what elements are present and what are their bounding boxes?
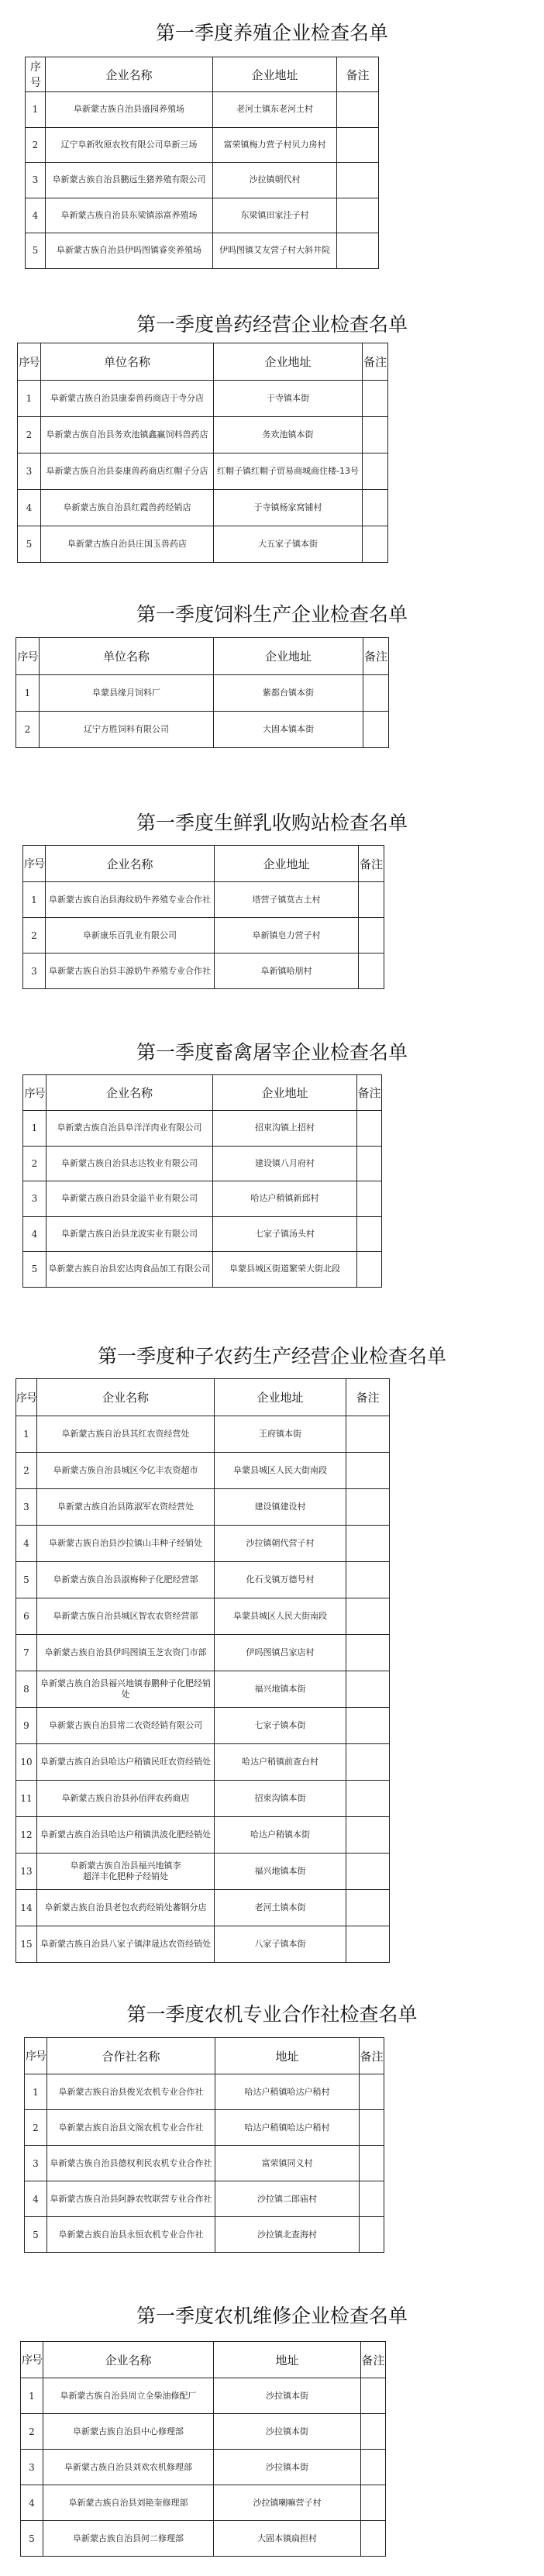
cell-seq: 3: [23, 953, 46, 989]
cell-address: 七家子镇汤头村: [213, 1216, 357, 1252]
cell-name: 阜新蒙古族自治县宏达肉食品加工有限公司: [46, 1252, 213, 1288]
column-header-remark: 备注: [359, 846, 384, 882]
column-header-address: 企业地址: [215, 846, 359, 882]
table-row: [21, 2450, 386, 2485]
section-title: 第一季度种子农药生产经营企业检查名单: [97, 1345, 446, 1367]
cell-remark: [346, 1489, 390, 1526]
inspection-table: [15, 637, 389, 748]
table-row: [25, 2110, 384, 2146]
cell-name: 阜新蒙古族自治县红霞兽药经销店: [41, 490, 214, 526]
cell-address: 塔营子镇莫古土村: [215, 882, 359, 918]
column-header-remark: 备注: [346, 1379, 390, 1416]
inspection-table: [24, 2037, 384, 2253]
cell-seq: 5: [23, 1252, 46, 1288]
column-header-name: 企业名称: [37, 1379, 215, 1416]
cell-seq: 14: [16, 1890, 37, 1926]
cell-name: 阜新蒙古族自治县老包农药经销处蕃钢分店: [37, 1890, 215, 1926]
cell-name: 阜新蒙古族自治县沙拉镇山丰种子经销处: [37, 1526, 215, 1562]
table-row: [26, 233, 379, 269]
cell-remark: [346, 1708, 390, 1744]
cell-seq: 3: [18, 453, 41, 490]
cell-seq: 2: [16, 712, 40, 748]
cell-remark: [363, 675, 389, 712]
table-row: [16, 1598, 390, 1635]
table-row: [16, 1744, 390, 1781]
column-header-seq: 序号: [23, 846, 46, 882]
cell-address: 红帽子镇红帽子贸易商城商住楼-13号: [214, 453, 363, 490]
cell-seq: 1: [23, 882, 46, 918]
cell-seq: 8: [16, 1671, 37, 1708]
inspection-table: [20, 2341, 386, 2557]
column-header-address: 企业地址: [214, 638, 363, 675]
table-row: [23, 1216, 382, 1252]
cell-seq: 1: [16, 1416, 37, 1453]
cell-name: 阜新蒙古族自治县永恒农机专业合作社: [47, 2217, 215, 2253]
cell-remark: [363, 381, 388, 417]
cell-seq: 3: [16, 1489, 37, 1526]
cell-remark: [363, 712, 389, 748]
column-header-remark: 备注: [363, 638, 389, 675]
table-row: [16, 675, 389, 712]
cell-address: 沙拉镇朝代村: [213, 163, 337, 198]
cell-remark: [346, 1926, 390, 1963]
cell-name: 阜新蒙古族自治县陈淑军农资经营处: [37, 1489, 215, 1526]
column-header-name: 企业名称: [43, 2342, 214, 2378]
inspection-table: [22, 1074, 382, 1288]
cell-remark: [363, 490, 388, 526]
cell-name: 阜新蒙古族自治县德权利民农机专业合作社: [47, 2146, 215, 2181]
cell-seq: 4: [21, 2485, 43, 2521]
cell-address: 招束沟镇本街: [215, 1781, 346, 1817]
cell-name: 阜蒙县缘月饲料厂: [40, 675, 214, 712]
table-row: [16, 1562, 390, 1598]
cell-address: 阜新镇哈朋村: [215, 953, 359, 989]
cell-address: 老河土镇东老河土村: [213, 92, 337, 128]
table-row: [26, 127, 379, 163]
cell-remark: [337, 127, 379, 163]
cell-address: 东梁镇田家洼子村: [213, 198, 337, 233]
cell-remark: [357, 1146, 382, 1181]
column-header-address: 地址: [214, 2342, 361, 2378]
cell-address: 富荣镇梅力营子村贝力房村: [213, 127, 337, 163]
table-row: [16, 1890, 390, 1926]
column-header-address: 企业地址: [213, 57, 337, 92]
table-row: [16, 1671, 390, 1708]
table-row: [16, 1817, 390, 1854]
cell-address: 于寺镇杨家窝铺村: [214, 490, 363, 526]
cell-name: 阜新蒙古族自治县城区今亿丰农资超市: [37, 1453, 215, 1489]
cell-seq: 3: [26, 163, 46, 198]
cell-address: 沙拉镇朝代营子村: [215, 1526, 346, 1562]
table-header-row: [18, 343, 388, 381]
cell-address: 沙拉镇本街: [214, 2378, 361, 2414]
table-row: [26, 198, 379, 233]
cell-name: 辽宁阜新牧原农牧有限公司阜新三场: [46, 127, 213, 163]
cell-name: 阜新蒙古族自治县务欢池镇鑫赢饲料兽药店: [41, 417, 214, 453]
cell-remark: [360, 2181, 384, 2217]
cell-remark: [357, 1216, 382, 1252]
cell-remark: [346, 1416, 390, 1453]
cell-remark: [346, 1562, 390, 1598]
cell-remark: [359, 882, 384, 918]
cell-name: 阜新蒙古族自治县文阁农机专业合作社: [47, 2110, 215, 2146]
cell-remark: [359, 953, 384, 989]
cell-name: 阜新蒙古族自治县俊光农机专业合作社: [47, 2074, 215, 2110]
cell-address: 哈达户稍镇前查台村: [215, 1744, 346, 1781]
cell-address: 哈达户稍镇哈达户稍村: [215, 2110, 360, 2146]
cell-name: 阜新蒙古族自治县伊吗图镇玉芝农资门市部: [37, 1635, 215, 1671]
table-row: [16, 1926, 390, 1963]
table-row: [23, 1181, 382, 1217]
cell-name: 阜新蒙古族自治县海纹奶牛养殖专业合作社: [46, 882, 215, 918]
table-header-row: [16, 1379, 390, 1416]
cell-name: 阜新康乐百乳业有限公司: [46, 918, 215, 953]
cell-name: 阜新蒙古族自治县金溢羊业有限公司: [46, 1181, 213, 1217]
table-row: [21, 2378, 386, 2414]
cell-remark: [346, 1671, 390, 1708]
cell-seq: 4: [26, 198, 46, 233]
inspection-table: [22, 845, 384, 989]
cell-name: 阜新蒙古族自治县丰源奶牛养殖专业合作社: [46, 953, 215, 989]
cell-remark: [337, 92, 379, 128]
cell-seq: 1: [23, 1111, 46, 1147]
cell-seq: 3: [25, 2146, 47, 2181]
table-header-row: [25, 2038, 384, 2074]
column-header-address: 企业地址: [215, 1379, 346, 1416]
cell-name: 阜新蒙古族自治县志达牧业有限公司: [46, 1146, 213, 1181]
column-header-name: 单位名称: [40, 638, 214, 675]
cell-remark: [361, 2485, 386, 2521]
cell-seq: 1: [25, 2074, 47, 2110]
table-row: [25, 2217, 384, 2253]
cell-seq: 2: [25, 2110, 47, 2146]
column-header-address: 企业地址: [214, 343, 363, 381]
table-row: [18, 417, 388, 453]
section-title: 第一季度养殖企业检查名单: [155, 22, 388, 44]
cell-seq: 5: [25, 2217, 47, 2253]
section-title: 第一季度畜禽屠宰企业检查名单: [136, 1041, 408, 1064]
column-header-address: 地址: [215, 2038, 360, 2074]
table-row: [18, 381, 388, 417]
cell-address: 哈达户稍镇新邱村: [213, 1181, 357, 1217]
cell-remark: [357, 1181, 382, 1217]
cell-name: 阜新蒙古族自治县刘艳奎修理部: [43, 2485, 214, 2521]
cell-name: 阜新蒙古族自治县福兴地镇春鹏种子化肥经销处: [37, 1671, 215, 1708]
cell-remark: [346, 1854, 390, 1890]
cell-name: 阜新蒙古族自治县庄国玉兽药店: [41, 526, 214, 563]
cell-name: 阜新蒙古族自治县其红农资经营处: [37, 1416, 215, 1453]
cell-address: 阜新镇皂力营子村: [215, 918, 359, 953]
cell-remark: [337, 163, 379, 198]
table-row: [23, 918, 384, 953]
cell-remark: [360, 2217, 384, 2253]
cell-seq: 10: [16, 1744, 37, 1781]
table-header-row: [23, 846, 384, 882]
column-header-name: 企业名称: [46, 57, 213, 92]
table-row: [18, 490, 388, 526]
table-row: [23, 1111, 382, 1147]
table-row: [16, 1635, 390, 1671]
cell-seq: 4: [25, 2181, 47, 2217]
cell-seq: 5: [21, 2521, 43, 2557]
cell-name: 阜新蒙古族自治县常二农资经销有限公司: [37, 1708, 215, 1744]
cell-address: 七家子镇本街: [215, 1708, 346, 1744]
column-header-name: 合作社名称: [47, 2038, 215, 2074]
cell-name: 辽宁方胜饲料有限公司: [40, 712, 214, 748]
cell-seq: 6: [16, 1598, 37, 1635]
cell-name: 阜新蒙古族自治县刘欢农机修理部: [43, 2450, 214, 2485]
section-title: 第一季度农机专业合作社检查名单: [126, 2003, 418, 2026]
cell-name: 阜新蒙古族自治县阿静农牧联营专业合作社: [47, 2181, 215, 2217]
column-header-remark: 备注: [363, 343, 388, 381]
inspection-table: [17, 343, 388, 563]
cell-remark: [337, 233, 379, 269]
column-header-remark: 备注: [357, 1075, 382, 1111]
section-title: 第一季度农机维修企业检查名单: [136, 2305, 408, 2327]
inspection-table: [25, 57, 379, 269]
cell-address: 哈达户稍镇本街: [215, 1817, 346, 1854]
column-header-seq: 序号: [23, 1075, 46, 1111]
cell-remark: [363, 417, 388, 453]
cell-seq: 5: [16, 1562, 37, 1598]
column-header-seq: 序号: [21, 2342, 43, 2378]
cell-name: 阜新蒙古族自治县盛园养殖场: [46, 92, 213, 128]
column-header-seq: 序号: [16, 1379, 37, 1416]
cell-seq: 3: [23, 1181, 46, 1217]
cell-remark: [346, 1635, 390, 1671]
table-row: [21, 2521, 386, 2557]
cell-address: 招束沟镇上招村: [213, 1111, 357, 1147]
column-header-seq: 序号: [26, 57, 46, 92]
cell-seq: 2: [23, 918, 46, 953]
cell-name: 阜新蒙古族自治县哈达户稍镇民旺农资经销处: [37, 1744, 215, 1781]
cell-remark: [361, 2414, 386, 2450]
table-row: [16, 1854, 390, 1890]
cell-address: 紫都台镇本街: [214, 675, 363, 712]
cell-seq: 5: [18, 526, 41, 563]
cell-address: 哈达户稍镇哈达户稍村: [215, 2074, 360, 2110]
table-header-row: [16, 638, 389, 675]
column-header-seq: 序号: [25, 2038, 47, 2074]
cell-remark: [361, 2521, 386, 2557]
cell-address: 伊吗图镇吕家店村: [215, 1635, 346, 1671]
cell-address: 阜蒙县城区人民大街南段: [215, 1453, 346, 1489]
cell-address: 八家子镇本街: [215, 1926, 346, 1963]
cell-address: 沙拉镇喇嘛营子村: [214, 2485, 361, 2521]
cell-remark: [337, 198, 379, 233]
cell-seq: 9: [16, 1708, 37, 1744]
table-row: [16, 1489, 390, 1526]
table-row: [25, 2146, 384, 2181]
table-row: [21, 2485, 386, 2521]
cell-remark: [357, 1252, 382, 1288]
column-header-remark: 备注: [360, 2038, 384, 2074]
cell-address: 阜蒙县城区人民大街南段: [215, 1598, 346, 1635]
table-row: [21, 2414, 386, 2450]
cell-seq: 11: [16, 1781, 37, 1817]
cell-address: 富荣镇同义村: [215, 2146, 360, 2181]
cell-seq: 13: [16, 1854, 37, 1890]
cell-seq: 4: [23, 1216, 46, 1252]
cell-name: 阜新蒙古族自治县阜洋洋肉业有限公司: [46, 1111, 213, 1147]
column-header-remark: 备注: [361, 2342, 386, 2378]
cell-remark: [346, 1526, 390, 1562]
table-header-row: [21, 2342, 386, 2378]
cell-name: 阜新蒙古族自治县鹏远生猪养殖有限公司: [46, 163, 213, 198]
section-title: 第一季度生鲜乳收购站检查名单: [136, 812, 408, 834]
table-row: [23, 1146, 382, 1181]
cell-seq: 2: [21, 2414, 43, 2450]
column-header-seq: 序号: [16, 638, 40, 675]
cell-seq: 2: [26, 127, 46, 163]
column-header-seq: 序号: [18, 343, 41, 381]
table-header-row: [23, 1075, 382, 1111]
cell-address: 沙拉镇本街: [214, 2450, 361, 2485]
cell-remark: [346, 1598, 390, 1635]
cell-remark: [363, 526, 388, 563]
cell-name: 阜新蒙古族自治县城区智农农资经营部: [37, 1598, 215, 1635]
cell-seq: 2: [23, 1146, 46, 1181]
cell-seq: 2: [18, 417, 41, 453]
table-row: [23, 1252, 382, 1288]
cell-address: 老河土镇本街: [215, 1890, 346, 1926]
table-row: [25, 2181, 384, 2217]
cell-remark: [346, 1453, 390, 1489]
table-row: [26, 92, 379, 128]
cell-name: 阜新蒙古族自治县康泰兽药商店于寺分店: [41, 381, 214, 417]
cell-remark: [360, 2146, 384, 2181]
cell-seq: 1: [18, 381, 41, 417]
cell-remark: [361, 2378, 386, 2414]
cell-address: 化石戈镇万德号村: [215, 1562, 346, 1598]
cell-address: 沙拉镇二郎庙村: [215, 2181, 360, 2217]
cell-remark: [360, 2110, 384, 2146]
cell-name: 阜新蒙古族自治县中心修理部: [43, 2414, 214, 2450]
cell-remark: [359, 918, 384, 953]
cell-remark: [346, 1817, 390, 1854]
cell-seq: 12: [16, 1817, 37, 1854]
cell-remark: [361, 2450, 386, 2485]
table-row: [26, 163, 379, 198]
cell-name: 阜新蒙古族自治县福兴地镇李超洋丰化肥种子经销处: [37, 1854, 215, 1890]
cell-seq: 3: [21, 2450, 43, 2485]
cell-remark: [357, 1111, 382, 1147]
table-row: [16, 712, 389, 748]
cell-remark: [346, 1744, 390, 1781]
cell-seq: 15: [16, 1926, 37, 1963]
cell-seq: 1: [26, 92, 46, 128]
cell-seq: 1: [16, 675, 40, 712]
cell-seq: 4: [16, 1526, 37, 1562]
cell-address: 建设镇建设村: [215, 1489, 346, 1526]
cell-name: 阜新蒙古族自治县周立全柴油修配厂: [43, 2378, 214, 2414]
column-header-name: 企业名称: [46, 1075, 213, 1111]
inspection-table: [15, 1378, 390, 1963]
cell-name: 阜新蒙古族自治县伊吗图镇睿奕养殖场: [46, 233, 213, 269]
cell-address: 建设镇八月府村: [213, 1146, 357, 1181]
cell-name: 阜新蒙古族自治县哈达户稍镇洪波化肥经销处: [37, 1817, 215, 1854]
cell-seq: 7: [16, 1635, 37, 1671]
cell-address: 大固本镇本街: [214, 712, 363, 748]
table-row: [16, 1708, 390, 1744]
cell-name: 阜新蒙古族自治县八家子镇津晟达农资经销处: [37, 1926, 215, 1963]
cell-address: 王府镇本街: [215, 1416, 346, 1453]
cell-name: 阜新蒙古族自治县孙佰萍农药商店: [37, 1781, 215, 1817]
cell-seq: 5: [26, 233, 46, 269]
cell-remark: [346, 1890, 390, 1926]
table-header-row: [26, 57, 379, 92]
column-header-name: 企业名称: [46, 846, 215, 882]
cell-address: 阜蒙县城区街道繁荣大街北段: [213, 1252, 357, 1288]
cell-address: 大固本镇扁担村: [214, 2521, 361, 2557]
table-row: [23, 882, 384, 918]
cell-address: 伊吗图镇艾友营子村大斜井院: [213, 233, 337, 269]
section-title: 第一季度兽药经营企业检查名单: [136, 313, 408, 336]
table-row: [18, 526, 388, 563]
cell-address: 于寺镇本街: [214, 381, 363, 417]
cell-name: 阜新蒙古族自治县龙波实业有限公司: [46, 1216, 213, 1252]
column-header-name: 单位名称: [41, 343, 214, 381]
cell-name: 阜新蒙古族自治县东梁镇添富养殖场: [46, 198, 213, 233]
column-header-remark: 备注: [337, 57, 379, 92]
cell-address: 大五家子镇本街: [214, 526, 363, 563]
table-row: [16, 1416, 390, 1453]
cell-name: 阜新蒙古族自治县淑梅种子化肥经营部: [37, 1562, 215, 1598]
cell-seq: 1: [21, 2378, 43, 2414]
table-row: [25, 2074, 384, 2110]
table-row: [16, 1526, 390, 1562]
cell-remark: [346, 1781, 390, 1817]
cell-address: 沙拉镇本街: [214, 2414, 361, 2450]
cell-name: 阜新蒙古族自治县泰康兽药商店红帽子分店: [41, 453, 214, 490]
column-header-address: 企业地址: [213, 1075, 357, 1111]
cell-seq: 2: [16, 1453, 37, 1489]
table-row: [18, 453, 388, 490]
cell-remark: [360, 2074, 384, 2110]
table-row: [16, 1453, 390, 1489]
cell-address: 沙拉镇北查海村: [215, 2217, 360, 2253]
cell-address: 务欢池镇本街: [214, 417, 363, 453]
cell-address: 福兴地镇本街: [215, 1854, 346, 1890]
section-title: 第一季度饲料生产企业检查名单: [136, 603, 408, 626]
table-row: [23, 953, 384, 989]
cell-name: 阜新蒙古族自治县何二修理部: [43, 2521, 214, 2557]
cell-address: 福兴地镇本街: [215, 1671, 346, 1708]
cell-remark: [363, 453, 388, 490]
cell-seq: 4: [18, 490, 41, 526]
table-row: [16, 1781, 390, 1817]
